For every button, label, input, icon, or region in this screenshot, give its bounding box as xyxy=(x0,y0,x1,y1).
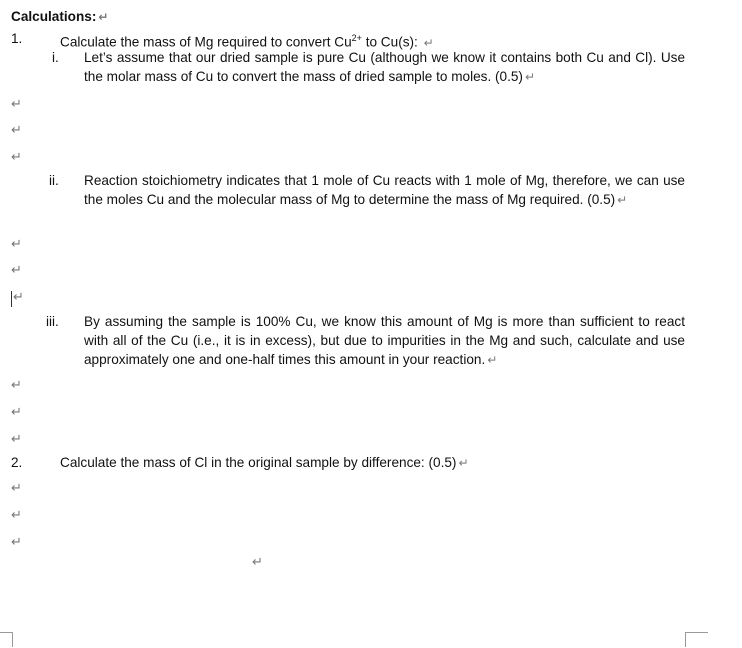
q1-text-after: to Cu(s): xyxy=(361,34,422,50)
empty-paragraph-mark-icon: ↵ xyxy=(11,96,22,111)
empty-paragraph-mark-icon: ↵ xyxy=(11,431,22,446)
paragraph-mark-icon: ↵ xyxy=(98,10,109,24)
text-cursor xyxy=(11,291,12,307)
calculations-heading xyxy=(11,7,108,27)
empty-paragraph-mark-icon: ↵ xyxy=(11,262,22,277)
item-ii-body: Reaction stoichiometry indicates that 1 mole of Cu reacts with 1 mole of Mg, therefore, we can use the moles Cu and the molecular mass of Mg to determine the mass of Mg required. (0.5) xyxy=(84,173,685,207)
empty-paragraph-mark-icon: ↵ xyxy=(11,377,22,392)
paragraph-mark-icon: ↵ xyxy=(617,193,628,207)
empty-paragraph-mark-icon: ↵ xyxy=(13,289,24,304)
item-iii-text xyxy=(84,312,685,370)
page-corner-mark-right xyxy=(685,632,708,647)
empty-paragraph-mark-icon: ↵ xyxy=(252,554,263,569)
empty-paragraph-mark-icon: ↵ xyxy=(11,534,22,549)
heading-text: Calculations: xyxy=(11,9,97,24)
item-i-text xyxy=(84,48,685,87)
q1-text-before: Calculate the mass of Mg required to convert Cu xyxy=(60,34,352,50)
empty-paragraph-mark-icon: ↵ xyxy=(11,480,22,495)
item-iii-number: iii. xyxy=(46,314,59,329)
item-i-number: i. xyxy=(52,50,59,65)
q2-prompt xyxy=(60,453,469,473)
paragraph-mark-icon: ↵ xyxy=(487,353,498,367)
item-ii-text xyxy=(84,171,685,210)
paragraph-mark-icon: ↵ xyxy=(423,35,434,50)
empty-paragraph-mark-icon: ↵ xyxy=(11,236,22,251)
q1-superscript: 2+ xyxy=(351,33,362,43)
q1-number: 1. xyxy=(11,31,23,46)
paragraph-mark-icon: ↵ xyxy=(458,456,469,470)
empty-paragraph-mark-icon: ↵ xyxy=(11,122,22,137)
item-i-body: Let’s assume that our dried sample is pure Cu (although we know it contains both Cu and Cl). Use the molar mass of Cu to convert the mass of dried sample to moles. (0.5) xyxy=(84,50,685,84)
q2-text: Calculate the mass of Cl in the original sample by difference: (0.5) xyxy=(60,455,457,470)
paragraph-mark-icon: ↵ xyxy=(524,70,536,84)
empty-paragraph-mark-icon: ↵ xyxy=(11,149,22,164)
q2-number: 2. xyxy=(11,455,23,470)
page-corner-mark-left xyxy=(0,632,13,647)
empty-paragraph-mark-icon: ↵ xyxy=(11,507,22,522)
item-ii-number: ii. xyxy=(49,173,59,188)
item-iii-body: By assuming the sample is 100% Cu, we know this amount of Mg is more than sufficient to react with all of the Cu (i.e., it is in excess), but due to impurities in the Mg and such, calculate and use approximately one and one-half times this amount in your reaction. xyxy=(84,314,685,367)
empty-paragraph-mark-icon: ↵ xyxy=(11,404,22,419)
